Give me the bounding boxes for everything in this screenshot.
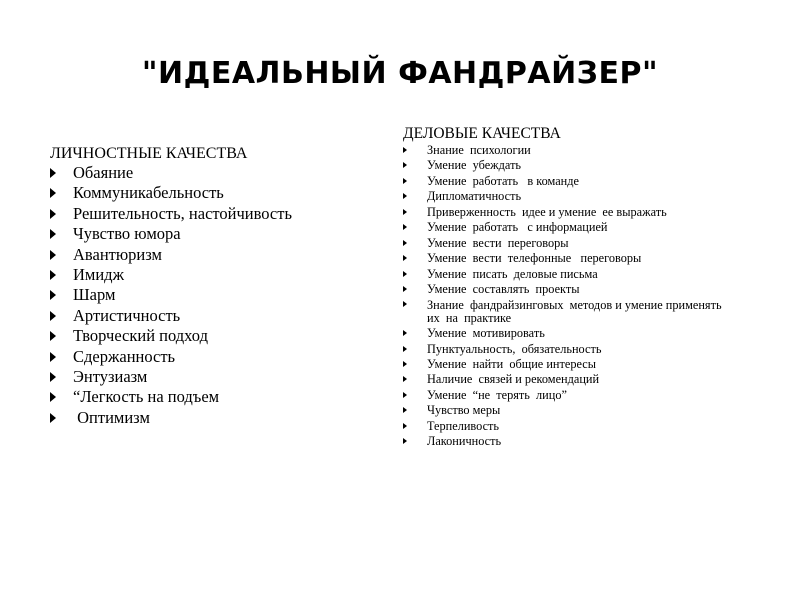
list-item	[403, 143, 733, 158]
triangle-right-icon	[50, 392, 56, 402]
triangle-right-icon	[403, 193, 407, 199]
triangle-right-icon	[50, 250, 56, 260]
slide-title: "ИДЕАЛЬНЫЙ ФАНДРАЙЗЕР"	[141, 56, 659, 91]
list-item	[403, 434, 733, 449]
list-item-label: Терпеливость	[427, 418, 500, 433]
list-item-label: “Легкость на подъем	[73, 387, 220, 407]
list-item	[403, 298, 733, 327]
triangle-right-icon	[403, 271, 407, 277]
list-item-label: Умение убеждать	[427, 158, 522, 173]
business-qualities-list	[403, 143, 733, 450]
list-item	[50, 285, 390, 305]
triangle-right-icon	[403, 178, 407, 184]
list-item-label: Знание психологии	[427, 143, 531, 157]
business-qualities-column	[403, 124, 733, 450]
list-item	[403, 174, 733, 189]
list-item	[403, 236, 733, 251]
list-item	[50, 224, 390, 244]
list-item	[403, 158, 733, 173]
triangle-right-icon	[403, 286, 407, 292]
list-item-label: Коммуникабельность	[73, 183, 224, 203]
list-item-label: Авантюризм	[73, 244, 162, 264]
list-item-label: Оптимизм	[73, 407, 150, 427]
personal-qualities-list	[50, 163, 390, 428]
list-item	[50, 265, 390, 285]
list-item-label: Обаяние	[73, 163, 134, 182]
triangle-right-icon	[50, 270, 56, 280]
triangle-right-icon	[403, 224, 407, 230]
triangle-right-icon	[50, 311, 56, 321]
list-item-label: Лаконичность	[427, 434, 502, 449]
triangle-right-icon	[403, 147, 407, 153]
list-item-label: Приверженность идее и умение ее выражать	[427, 204, 667, 219]
triangle-right-icon	[50, 290, 56, 300]
triangle-right-icon	[50, 168, 56, 178]
list-item	[403, 267, 733, 282]
list-item	[403, 372, 733, 387]
list-item-label: Чувство юмора	[73, 224, 181, 244]
list-item	[403, 205, 733, 220]
list-item	[50, 347, 390, 367]
list-item-label: Энтузиазм	[73, 367, 148, 387]
list-item	[50, 204, 390, 224]
personal-qualities-column	[50, 145, 390, 428]
list-item-label: Умение вести телефонные переговоры	[427, 251, 642, 266]
list-item-label: Решительность, настойчивость	[73, 203, 292, 223]
triangle-right-icon	[50, 331, 56, 341]
list-item	[50, 306, 390, 326]
triangle-right-icon	[403, 162, 407, 168]
list-item	[50, 326, 390, 346]
list-item-label: Сдержанность	[73, 346, 176, 366]
list-item-label: Имидж	[73, 265, 124, 285]
list-item-label: Умение писать деловые письма	[427, 266, 598, 281]
triangle-right-icon	[403, 376, 407, 382]
list-item	[403, 251, 733, 266]
list-item	[403, 419, 733, 434]
triangle-right-icon	[403, 240, 407, 246]
list-item-label: Умение мотивировать	[427, 326, 545, 341]
list-item-label: Шарм	[73, 285, 116, 305]
list-item	[50, 408, 390, 428]
list-item	[403, 326, 733, 341]
triangle-right-icon	[403, 392, 407, 398]
list-item	[50, 367, 390, 387]
list-item-label: Умение работать с информацией	[427, 220, 608, 235]
list-item-label: Умение “не терять лицо”	[427, 387, 567, 402]
triangle-right-icon	[403, 209, 407, 215]
list-item-label: Пунктуальность, обязательность	[427, 341, 602, 356]
list-item	[403, 189, 733, 204]
list-item-label: Дипломатичность	[427, 189, 522, 204]
triangle-right-icon	[50, 229, 56, 239]
triangle-right-icon	[403, 438, 407, 444]
list-item-label: Наличие связей и рекомендаций	[427, 372, 600, 387]
list-item-label: Чувство меры	[427, 403, 501, 418]
business-qualities-heading: ДЕЛОВЫЕ КАЧЕСТВА	[403, 125, 561, 142]
list-item-label: Умение найти общие интересы	[427, 357, 596, 372]
triangle-right-icon	[403, 330, 407, 336]
list-item-label: Творческий подход	[73, 326, 208, 346]
triangle-right-icon	[50, 209, 56, 219]
triangle-right-icon	[50, 352, 56, 362]
list-item	[50, 163, 390, 183]
triangle-right-icon	[50, 413, 56, 423]
list-item-label: Умение составлять проекты	[427, 282, 580, 297]
triangle-right-icon	[403, 346, 407, 352]
list-item-label: Умение работать в команде	[427, 173, 579, 188]
list-item	[50, 387, 390, 407]
triangle-right-icon	[403, 423, 407, 429]
list-item	[403, 403, 733, 418]
triangle-right-icon	[50, 188, 56, 198]
triangle-right-icon	[403, 301, 407, 307]
personal-qualities-heading: ЛИЧНОСТНЫЕ КАЧЕСТВА	[50, 145, 248, 162]
list-item-label: Умение вести переговоры	[427, 235, 569, 250]
list-item-label: Знание фандрайзинговых методов и умение применять их на практике	[427, 297, 728, 325]
list-item	[50, 245, 390, 265]
triangle-right-icon	[403, 255, 407, 261]
triangle-right-icon	[403, 407, 407, 413]
list-item	[403, 282, 733, 297]
list-item	[403, 357, 733, 372]
list-item	[50, 183, 390, 203]
list-item-label: Артистичность	[73, 305, 181, 325]
triangle-right-icon	[403, 361, 407, 367]
list-item	[403, 342, 733, 357]
list-item	[403, 388, 733, 403]
triangle-right-icon	[50, 372, 56, 382]
list-item	[403, 220, 733, 235]
